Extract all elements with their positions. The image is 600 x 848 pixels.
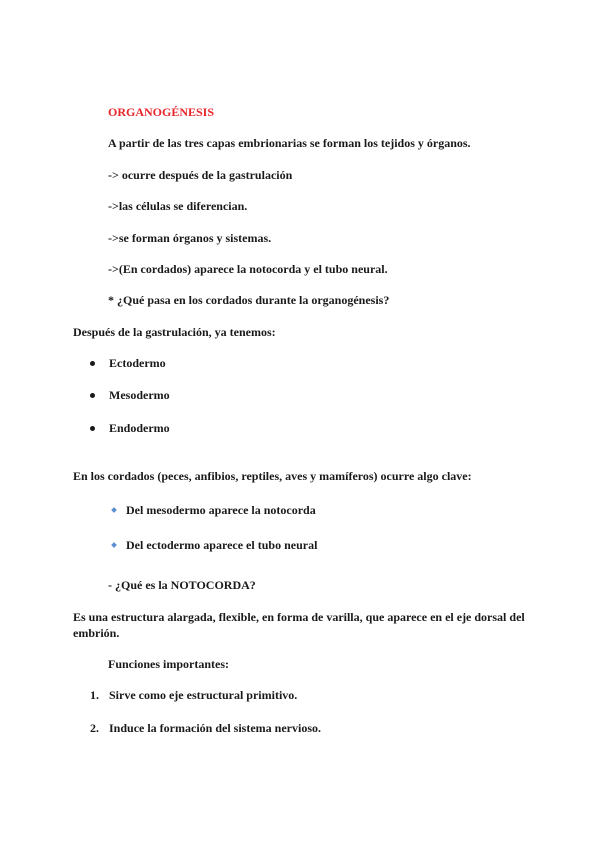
- layer-label: Endodermo: [109, 421, 170, 435]
- chordates-point-label: Del mesodermo aparece la notocorda: [126, 503, 316, 517]
- list-number: 1.: [90, 688, 99, 702]
- question-notochord: - ¿Qué es la NOTOCORDA?: [108, 578, 256, 592]
- bullet-icon: [90, 426, 95, 431]
- section-title: ORGANOGÉNESIS: [108, 105, 215, 119]
- notochord-definition: Es una estructura alargada, flexible, en forma de varilla, que aparece en el eje dorsal del embrión.: [73, 610, 525, 640]
- after-gastrulation-text: Después de la gastrulación, ya tenemos:: [73, 325, 276, 339]
- function-text: Induce la formación del sistema nervioso.: [109, 721, 321, 735]
- diamond-bullet-icon: [111, 507, 117, 513]
- point-3: ->se forman órganos y sistemas.: [108, 231, 272, 245]
- point-2: ->las células se diferencian.: [108, 199, 248, 213]
- bullet-icon: [90, 361, 95, 366]
- layer-label: Ectodermo: [109, 356, 166, 370]
- layer-label: Mesodermo: [109, 388, 170, 402]
- point-1: -> ocurre después de la gastrulación: [108, 168, 293, 182]
- question-organogenesis: * ¿Qué pasa en los cordados durante la organogénesis?: [108, 293, 390, 307]
- chordates-point-label: Del ectodermo aparece el tubo neural: [126, 538, 318, 552]
- functions-heading: Funciones importantes:: [108, 657, 229, 671]
- function-text: Sirve como eje estructural primitivo.: [109, 688, 298, 702]
- list-number: 2.: [90, 721, 99, 735]
- point-4: ->(En cordados) aparece la notocorda y el tubo neural.: [108, 262, 388, 276]
- chordates-intro-text: En los cordados (peces, anfibios, reptiles, aves y mamíferos) ocurre algo clave:: [73, 469, 472, 483]
- bullet-icon: [90, 393, 95, 398]
- intro-text: A partir de las tres capas embrionarias se forman los tejidos y órganos.: [108, 136, 471, 150]
- diamond-bullet-icon: [111, 542, 117, 548]
